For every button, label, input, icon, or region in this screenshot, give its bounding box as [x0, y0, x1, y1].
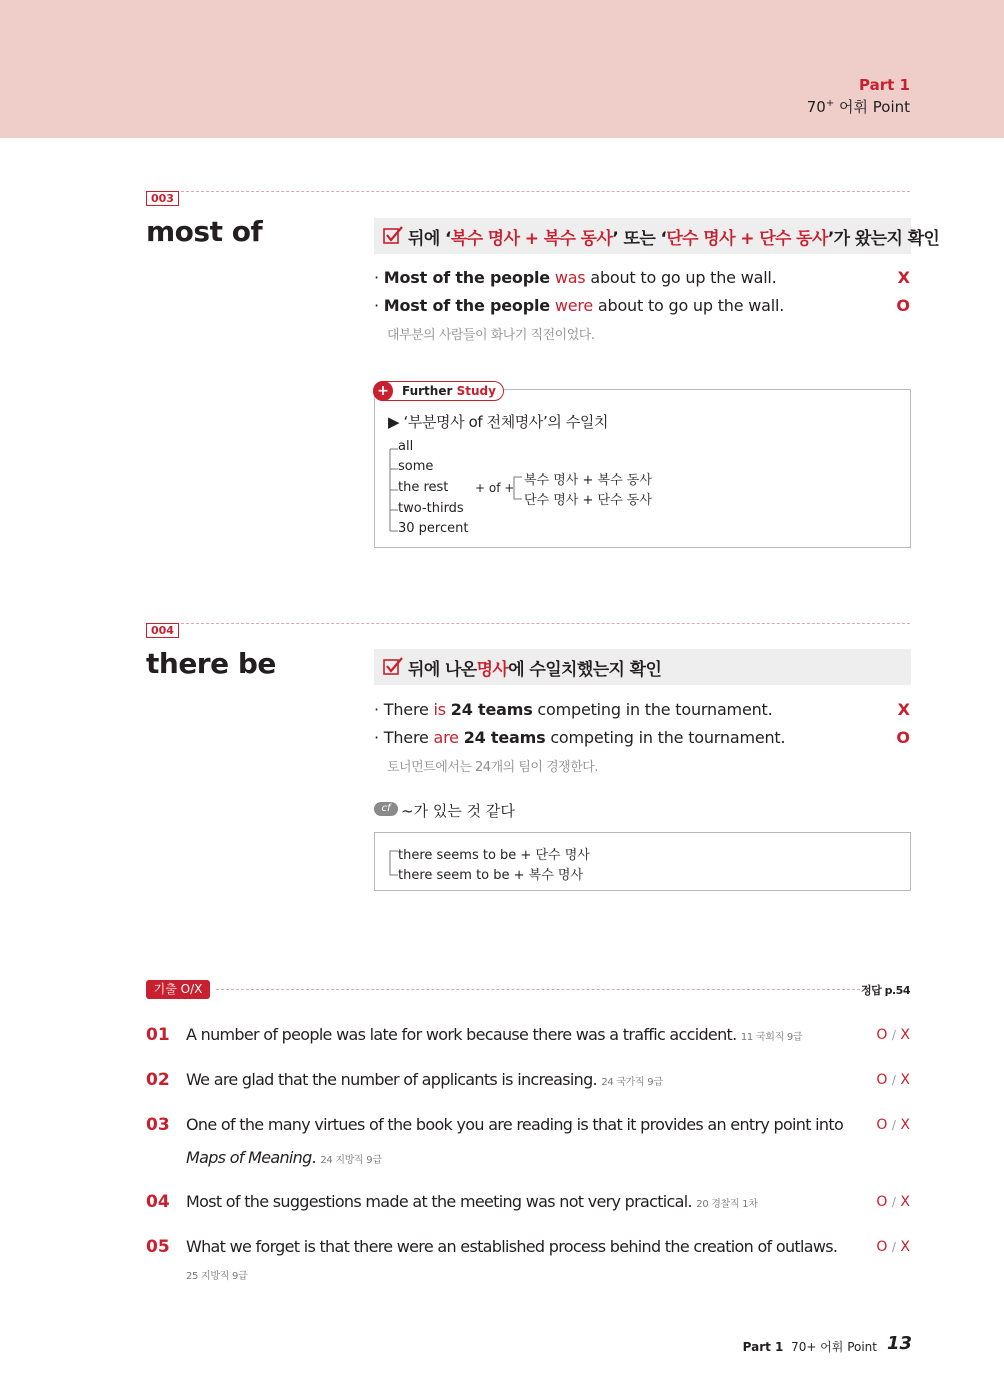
translation: 대부분의 사람들이 화나기 직전이었다. — [387, 328, 595, 343]
question-text: A number of people was late for work because there was a traffic accident. 11 국회직 9급 — [186, 1025, 803, 1044]
question-text: What we forget is that there were an established process behind the creation of outlaws. — [186, 1237, 838, 1256]
question-text: Most of the suggestions made at the meeting was not very practical. 20 경찰직 1차 — [186, 1192, 758, 1211]
example-sentence: · Most of the people were about to go up the wall. — [374, 296, 785, 315]
divider — [216, 989, 860, 990]
header-band — [0, 0, 1004, 138]
question-text: We are glad that the number of applicants is increasing. 24 국가직 9급 — [186, 1070, 663, 1089]
of-connector: + of + — [475, 481, 515, 495]
question-number: 05 — [146, 1237, 170, 1257]
ox-choice[interactable]: O / X — [876, 1194, 910, 1210]
bracket-lines — [510, 473, 524, 505]
question-text: One of the many virtues of the book you are reading is that it provides an entry point into — [186, 1115, 844, 1134]
ox-choice[interactable]: O / X — [876, 1117, 910, 1133]
partitive-item: two-thirds — [398, 501, 464, 516]
further-study-tag: Further Study — [373, 381, 504, 401]
entry-term: there be — [146, 647, 276, 680]
cf-item: there seem to be + 복수 명사 — [398, 868, 584, 883]
partitive-item: some — [398, 459, 434, 474]
part-label: Part 1 — [859, 76, 910, 94]
entry-number: 003 — [146, 191, 179, 206]
entry-term: most of — [146, 215, 263, 248]
ox-choice[interactable]: O / X — [876, 1027, 910, 1043]
further-study-title: ▶ ‘부분명사 of 전체명사’의 수일치 — [388, 413, 609, 431]
example-sentence: · There are 24 teams competing in the tournament. — [374, 728, 786, 747]
question-text-line2: Maps of Meaning. 24 지방직 9급 — [186, 1148, 382, 1167]
part-title: 70+ 어휘 Point — [806, 98, 910, 116]
partitive-item: the rest — [398, 480, 449, 495]
question-number: 04 — [146, 1192, 170, 1212]
check-heading: 뒤에 나온 명사 에 수일치했는지 확인 — [374, 649, 911, 685]
check-heading: 뒤에 ‘ 복수 명사 + 복수 동사 ’ 또는 ‘ 단수 명사 + 단수 동사 ’가 왔는지 확인 — [374, 218, 911, 254]
ox-choice[interactable]: O / X — [876, 1072, 910, 1088]
plus-icon: + — [373, 381, 393, 401]
entry-number: 004 — [146, 623, 179, 638]
example-sentence: · There is 24 teams competing in the tournament. — [374, 700, 773, 719]
question-number: 03 — [146, 1115, 170, 1135]
mark-o: O — [896, 728, 910, 747]
mark-o: O — [896, 296, 910, 315]
question-number: 01 — [146, 1025, 170, 1045]
question-source: 25 지방직 9급 — [186, 1271, 248, 1282]
cf-item: there seems to be + 단수 명사 — [398, 848, 590, 863]
answer-page: 정답 p.54 — [861, 984, 910, 997]
example-sentence: · Most of the people was about to go up the wall. — [374, 268, 777, 287]
page-number: 13 — [886, 1333, 912, 1354]
cf-text: ~가 있는 것 같다 — [401, 802, 515, 820]
translation: 토너먼트에서는 24개의 팀이 경쟁한다. — [387, 760, 598, 775]
footer-label: Part 1 70+ 어휘 Point — [742, 1340, 877, 1354]
ox-choice[interactable]: O / X — [876, 1239, 910, 1255]
checkbox-icon — [382, 225, 404, 247]
mark-x: X — [897, 700, 910, 719]
agreement-plural: 복수 명사 + 복수 동사 — [524, 473, 652, 488]
cf-tag: cf — [374, 802, 398, 816]
quiz-badge: 기출 O/X — [146, 980, 210, 999]
divider — [176, 191, 910, 192]
partitive-item: 30 percent — [398, 521, 469, 536]
checkbox-icon — [382, 656, 404, 678]
partitive-item: all — [398, 439, 414, 454]
divider — [176, 623, 910, 624]
question-number: 02 — [146, 1070, 170, 1090]
mark-x: X — [897, 268, 910, 287]
agreement-singular: 단수 명사 + 단수 동사 — [524, 493, 652, 508]
